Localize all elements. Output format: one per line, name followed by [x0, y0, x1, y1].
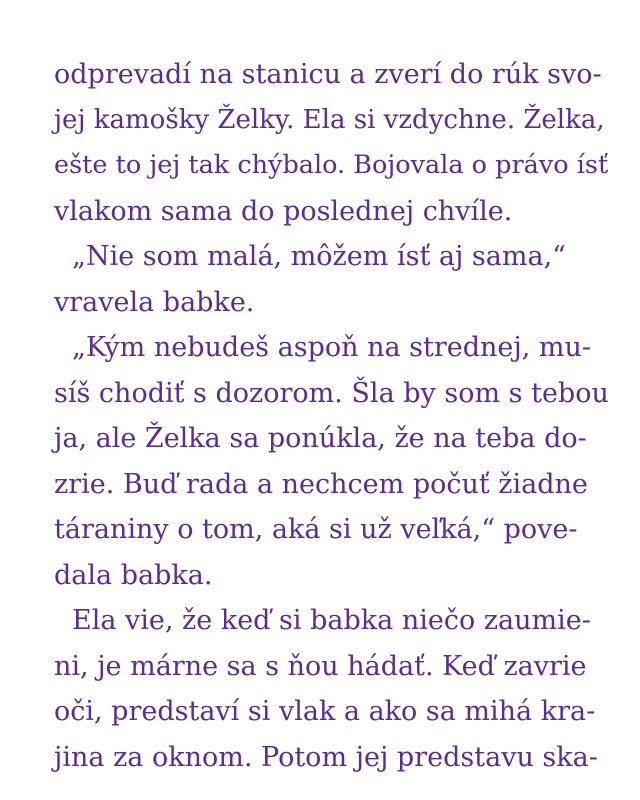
text-line: odprevadí na stanicu a zverí do rúk svo- [54, 59, 602, 90]
text-line: vlakom sama do poslednej chvíle. [54, 195, 513, 227]
text-line: jina za oknom. Potom jej predstavu ska- [54, 741, 598, 773]
text-line: jej kamošky Želky. Ela si vzdychne. Želka, [54, 104, 605, 135]
text-line: síš chodiť s dozorom. Šla by som s tebou [54, 377, 609, 409]
paragraph-start-line: „Kým nebudeš aspoň na strednej, mu- [72, 332, 592, 363]
text-line: táraniny o tom, aká si už veľká,“ pove- [54, 514, 578, 545]
text-line: oči, predstaví si vlak a ako sa mihá kra- [54, 696, 596, 727]
text-line: zrie. Buď rada a nechcem počuť žiadne [54, 468, 588, 500]
page-text [54, 52, 614, 780]
text-line: ešte to jej tak chýbalo. Bojovala o právo ísť [54, 150, 609, 180]
text-line: vravela babke. [54, 286, 255, 318]
text-line: ja, ale Želka sa ponúkla, že na teba do- [54, 423, 587, 454]
paragraph-start-line: Ela vie, že keď si babka niečo zaumie- [72, 605, 591, 636]
paragraph-start-line: „Nie som malá, môžem ísť aj sama,“ [72, 241, 566, 272]
text-line: dala babka. [54, 559, 213, 591]
text-line: ni, je márne sa s ňou hádať. Keď zavrie [54, 650, 587, 682]
